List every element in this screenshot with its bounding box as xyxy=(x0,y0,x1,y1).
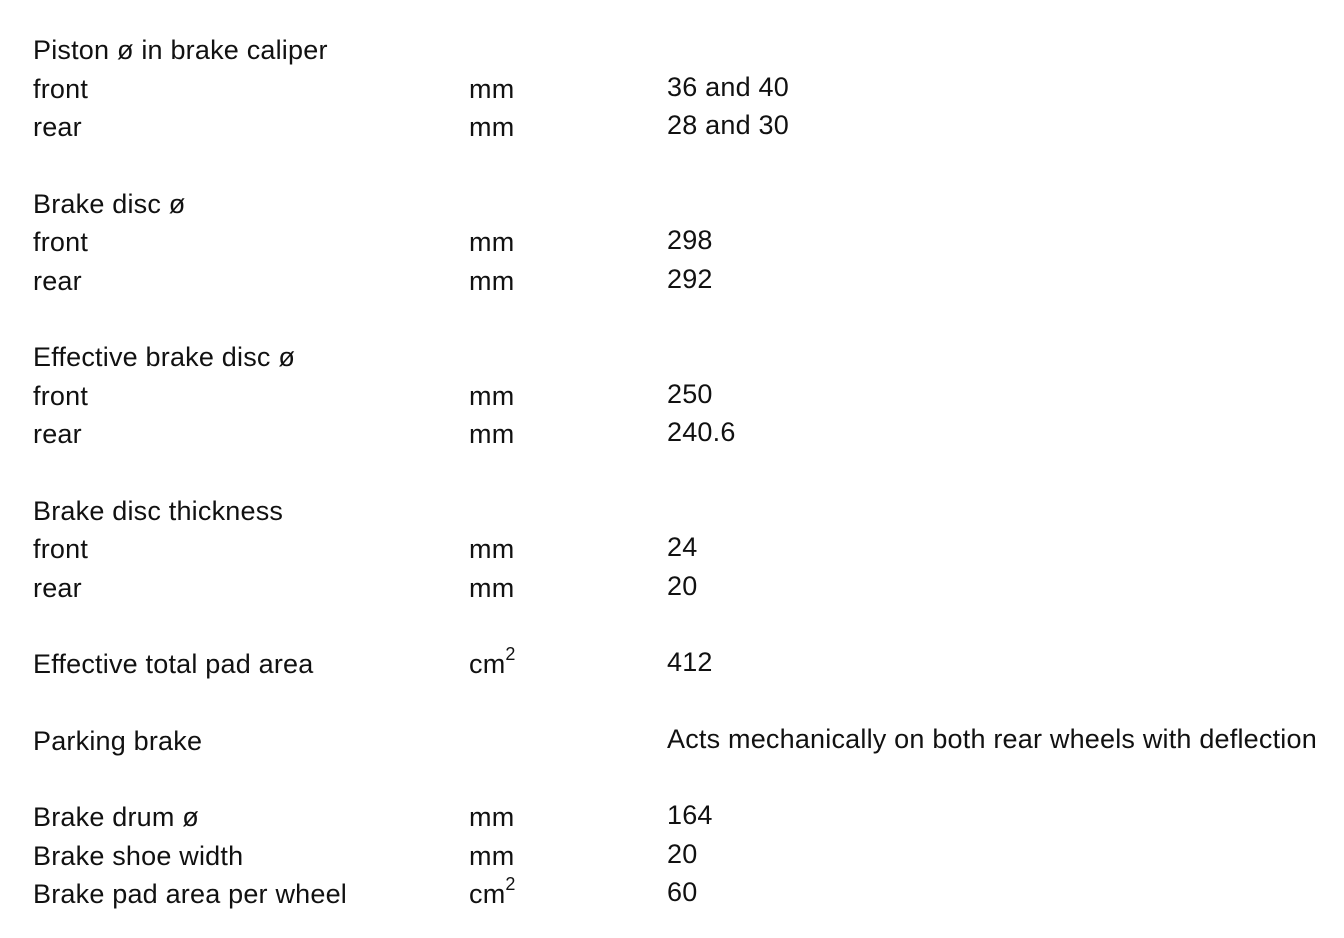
row-value: 20 xyxy=(667,570,698,601)
row-value: 60 xyxy=(667,877,698,907)
group-heading-piston xyxy=(33,31,1323,70)
row-unit: mm xyxy=(469,227,515,257)
table-row xyxy=(33,377,1323,416)
section-spacer xyxy=(33,300,1323,338)
drum-row xyxy=(33,837,1323,876)
row-label: Brake drum ø xyxy=(33,802,199,832)
row-value: 28 and 30 xyxy=(667,110,789,140)
table-row xyxy=(33,223,1323,262)
row-value: 412 xyxy=(667,647,713,677)
row-unit: mm xyxy=(469,265,515,296)
row-unit: mm xyxy=(469,534,515,564)
row-value: Acts mechanically on both rear wheels with deflection xyxy=(667,723,1317,754)
drum-row xyxy=(33,875,1323,914)
section-spacer xyxy=(33,454,1323,492)
table-row xyxy=(33,530,1323,569)
row-unit: mm xyxy=(469,572,515,603)
section-spacer xyxy=(33,147,1323,185)
group-heading-label: Effective brake disc ø xyxy=(33,342,296,372)
row-unit: mm xyxy=(469,380,515,411)
row-value: 24 xyxy=(667,532,698,562)
row-value: 298 xyxy=(667,225,713,255)
row-label: rear xyxy=(33,572,82,603)
row-unit xyxy=(469,798,514,837)
unit-exponent: 2 xyxy=(505,874,516,894)
row-label: Brake shoe width xyxy=(33,840,244,871)
row-label: Effective total pad area xyxy=(33,649,314,679)
row-unit xyxy=(469,875,516,914)
pad-area-row xyxy=(33,645,1323,684)
section-spacer xyxy=(33,684,1323,722)
table-row xyxy=(33,70,1323,109)
table-row xyxy=(33,108,1323,147)
group-heading-label: Brake disc ø xyxy=(33,188,186,219)
row-value: 250 xyxy=(667,378,713,409)
row-label: front xyxy=(33,73,89,104)
group-heading-brake-disc xyxy=(33,185,1323,224)
row-unit xyxy=(469,837,514,876)
row-label: rear xyxy=(33,419,82,449)
table-row xyxy=(33,262,1323,301)
row-unit: mm xyxy=(469,419,515,449)
row-label: front xyxy=(33,380,89,411)
group-heading-effective-disc xyxy=(33,338,1323,377)
unit-base: cm xyxy=(469,879,506,909)
brake-spec-table xyxy=(33,31,1323,914)
parking-brake-row xyxy=(33,722,1323,761)
row-label: front xyxy=(33,534,89,564)
row-value: 240.6 xyxy=(667,417,736,447)
row-label: Parking brake xyxy=(33,725,203,756)
unit-exponent: 2 xyxy=(505,644,516,664)
group-heading-disc-thickness xyxy=(33,492,1323,531)
unit-base: cm xyxy=(469,649,506,679)
row-label: front xyxy=(33,227,89,257)
row-unit: mm xyxy=(469,112,515,142)
row-value: 20 xyxy=(667,838,698,869)
table-row xyxy=(33,415,1323,454)
unit-base: mm xyxy=(469,840,515,871)
row-value: 36 and 40 xyxy=(667,71,789,102)
section-spacer xyxy=(33,607,1323,645)
row-label: Brake pad area per wheel xyxy=(33,879,347,909)
row-label: rear xyxy=(33,265,82,296)
group-heading-label: Brake disc thickness xyxy=(33,495,284,526)
drum-row xyxy=(33,798,1323,837)
row-label: rear xyxy=(33,112,82,142)
row-unit xyxy=(469,645,516,684)
group-heading-label: Piston ø in brake caliper xyxy=(33,35,328,65)
row-unit: mm xyxy=(469,73,515,104)
table-row xyxy=(33,569,1323,608)
section-spacer xyxy=(33,760,1323,798)
row-value: 292 xyxy=(667,263,713,294)
row-value: 164 xyxy=(667,800,713,830)
unit-base: mm xyxy=(469,802,515,832)
